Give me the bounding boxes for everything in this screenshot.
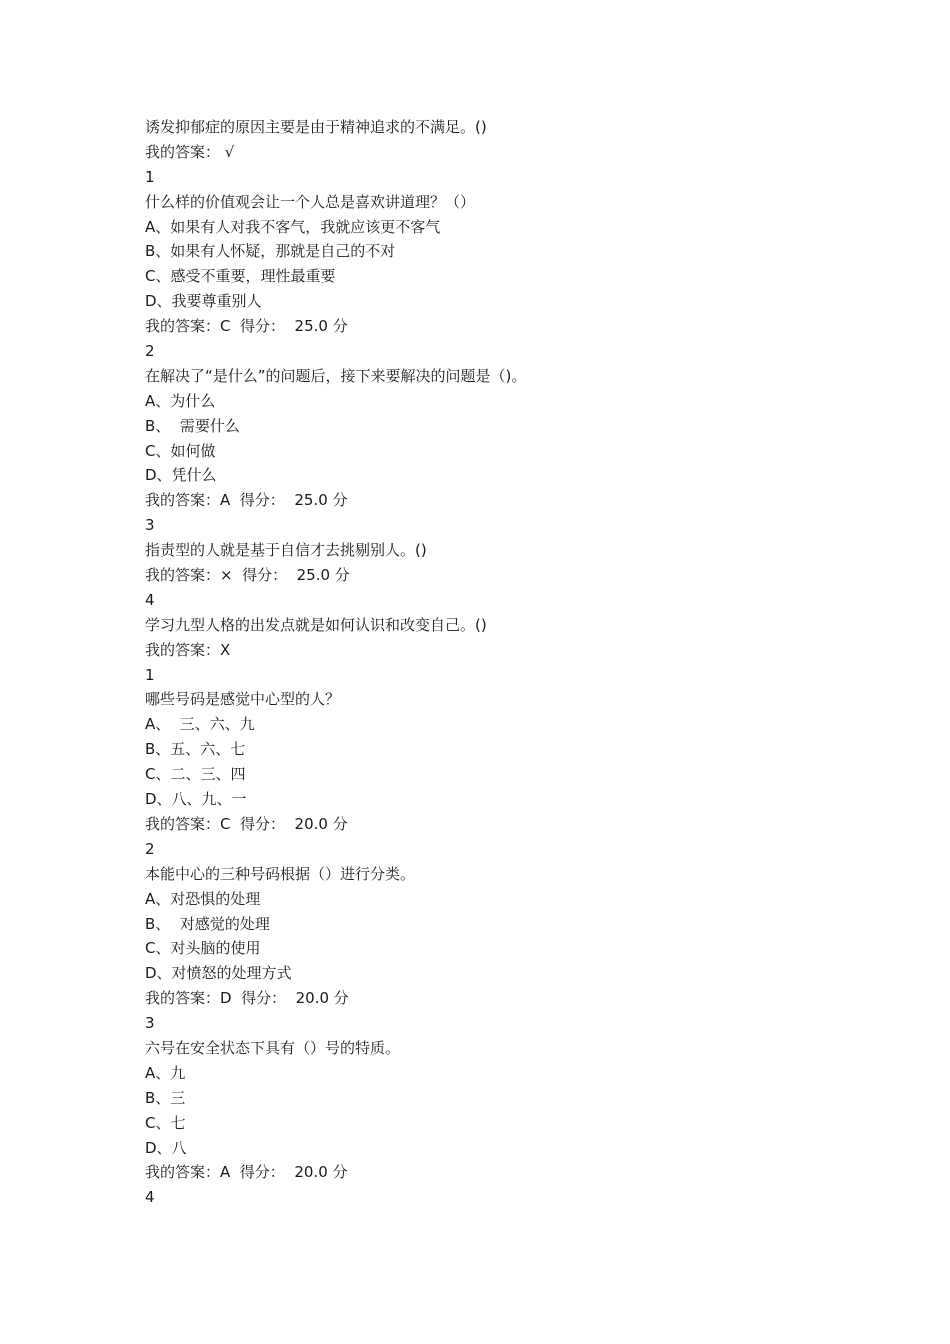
question-number: 1 xyxy=(145,665,155,684)
option-c: C、二、三、四 xyxy=(145,765,246,784)
option-b: B、 需要什么 xyxy=(145,416,240,435)
option-b: B、三 xyxy=(145,1088,186,1107)
question-number: 2 xyxy=(145,839,155,858)
answer-line: 我的答案：X xyxy=(145,640,231,659)
question-text: 六号在安全状态下具有（）号的特质。 xyxy=(145,1038,401,1057)
answer-line: 我的答案：D 得分： 20.0 分 xyxy=(145,989,349,1008)
option-a: A、 三、六、九 xyxy=(145,715,255,734)
option-c: C、对头脑的使用 xyxy=(145,939,261,958)
answer-line: 我的答案： √ xyxy=(145,142,235,161)
option-b: B、五、六、七 xyxy=(145,740,246,759)
option-c: C、七 xyxy=(145,1113,186,1132)
option-c: C、感受不重要，理性最重要 xyxy=(145,267,336,286)
document-body xyxy=(145,115,865,1210)
question-text: 什么样的价值观会让一个人总是喜欢讲道理？（） xyxy=(145,192,476,211)
answer-line: 我的答案：× 得分： 25.0 分 xyxy=(145,566,350,585)
question-text: 学习九型人格的出发点就是如何认识和改变自己。() xyxy=(145,615,487,634)
question-number: 4 xyxy=(145,1188,155,1207)
question-text: 哪些号码是感觉中心型的人？ xyxy=(145,690,341,709)
question-number: 4 xyxy=(145,590,155,609)
option-d: D、凭什么 xyxy=(145,466,217,485)
question-text: 本能中心的三种号码根据（）进行分类。 xyxy=(145,864,416,883)
option-a: A、为什么 xyxy=(145,391,216,410)
answer-line: 我的答案：C 得分： 25.0 分 xyxy=(145,317,348,336)
option-d: D、我要尊重别人 xyxy=(145,292,262,311)
option-a: A、如果有人对我不客气，我就应该更不客气 xyxy=(145,217,441,236)
option-d: D、八、九、一 xyxy=(145,790,247,809)
option-a: A、对恐惧的处理 xyxy=(145,889,261,908)
question-text: 诱发抑郁症的原因主要是由于精神追求的不满足。() xyxy=(145,118,487,136)
question-number: 2 xyxy=(145,342,155,361)
option-a: A、九 xyxy=(145,1063,186,1082)
option-d: D、对愤怒的处理方式 xyxy=(145,964,292,983)
question-number: 1 xyxy=(145,167,155,186)
option-b: B、 对感觉的处理 xyxy=(145,914,270,933)
question-number: 3 xyxy=(145,516,155,535)
option-c: C、如何做 xyxy=(145,441,216,460)
option-d: D、八 xyxy=(145,1138,187,1157)
answer-line: 我的答案：A 得分： 20.0 分 xyxy=(145,1163,348,1182)
question-text: 指责型的人就是基于自信才去挑剔别人。() xyxy=(145,541,427,560)
option-b: B、如果有人怀疑，那就是自己的不对 xyxy=(145,242,396,261)
question-text: 在解决了“是什么”的问题后，接下来要解决的问题是（)。 xyxy=(145,366,527,385)
question-number: 3 xyxy=(145,1014,155,1033)
answer-line: 我的答案：C 得分： 20.0 分 xyxy=(145,814,348,833)
answer-line: 我的答案：A 得分： 25.0 分 xyxy=(145,491,348,510)
